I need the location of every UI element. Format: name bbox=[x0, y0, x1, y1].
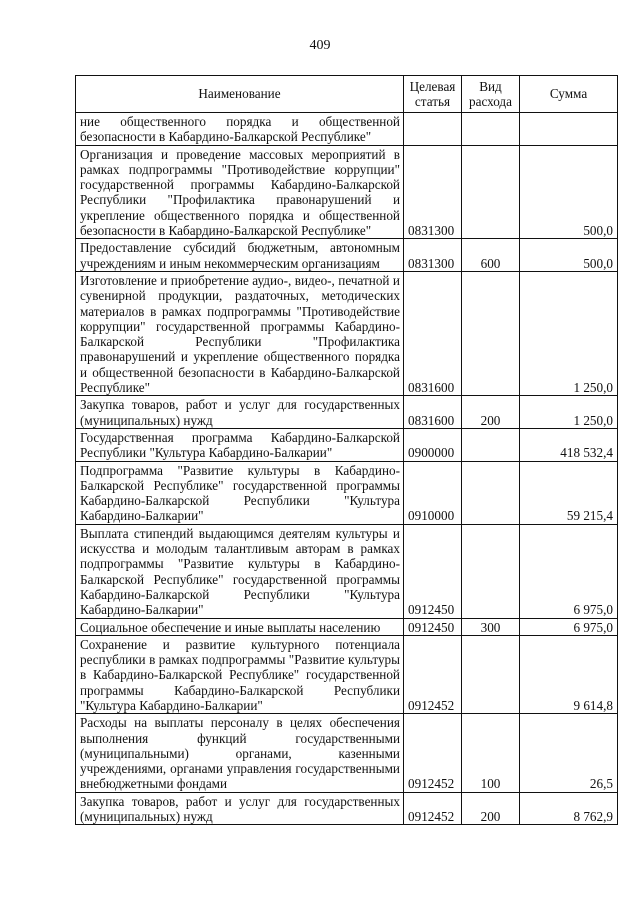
table-row bbox=[76, 635, 618, 713]
table-row bbox=[76, 524, 618, 618]
header-type: Вид расхода bbox=[462, 76, 520, 113]
header-article: Целевая статья bbox=[404, 76, 462, 113]
page-number: 409 bbox=[309, 38, 331, 53]
row-type bbox=[462, 271, 520, 395]
row-name: Закупка товаров, работ и услуг для государственных (муниципальных) нужд bbox=[76, 792, 404, 825]
row-sum: 1 250,0 bbox=[520, 271, 618, 395]
row-type: 200 bbox=[462, 792, 520, 825]
row-article: 0910000 bbox=[404, 461, 462, 524]
row-name: ние общественного порядка и общественной безопасности в Кабардино-Балкарской Республике" bbox=[76, 113, 404, 146]
row-sum: 6 975,0 bbox=[520, 524, 618, 618]
row-type bbox=[462, 145, 520, 239]
row-sum bbox=[520, 113, 618, 146]
table-row bbox=[76, 618, 618, 635]
table-row bbox=[76, 428, 618, 461]
row-type bbox=[462, 428, 520, 461]
row-article: 0831600 bbox=[404, 271, 462, 395]
table-row bbox=[76, 792, 618, 825]
table-row bbox=[76, 271, 618, 395]
table-row bbox=[76, 239, 618, 272]
row-name: Социальное обеспечение и иные выплаты населению bbox=[76, 618, 404, 635]
row-sum: 500,0 bbox=[520, 145, 618, 239]
row-type: 300 bbox=[462, 618, 520, 635]
budget-table bbox=[75, 75, 618, 825]
row-sum: 500,0 bbox=[520, 239, 618, 272]
row-type: 200 bbox=[462, 396, 520, 429]
row-article: 0912452 bbox=[404, 635, 462, 713]
row-name: Закупка товаров, работ и услуг для государственных (муниципальных) нужд bbox=[76, 396, 404, 429]
row-sum: 59 215,4 bbox=[520, 461, 618, 524]
row-article: 0912450 bbox=[404, 618, 462, 635]
header-name: Наименование bbox=[76, 76, 404, 113]
row-sum: 418 532,4 bbox=[520, 428, 618, 461]
row-article: 0912452 bbox=[404, 714, 462, 792]
row-sum: 26,5 bbox=[520, 714, 618, 792]
row-article: 0912450 bbox=[404, 524, 462, 618]
row-name: Сохранение и развитие культурного потенциала республики в рамках подпрограммы "Развитие культуры в Кабардино-Балкарской Республике" государственной программы Кабардино-Балкарской Республики "Культура Кабардино-Балкарии" bbox=[76, 635, 404, 713]
row-type bbox=[462, 524, 520, 618]
row-name: Расходы на выплаты персоналу в целях обеспечения выполнения функций государственными (муниципальными) органами, казенными учреждениями, органами управления государственными внебюджетными фондами bbox=[76, 714, 404, 792]
row-article: 0900000 bbox=[404, 428, 462, 461]
row-name: Предоставление субсидий бюджетным, автономным учреждениям и иным некоммерческим организациям bbox=[76, 239, 404, 272]
row-type bbox=[462, 461, 520, 524]
row-article bbox=[404, 113, 462, 146]
row-name: Выплата стипендий выдающимся деятелям культуры и искусства и молодым талантливым авторам в рамках подпрограммы "Развитие культуры в Кабардино-Балкарской Республике" государственной программы Кабардино-Балкарской Республики "Культура Кабардино-Балкарии" bbox=[76, 524, 404, 618]
row-type bbox=[462, 635, 520, 713]
row-name: Государственная программа Кабардино-Балкарской Республики "Культура Кабардино-Балкарии" bbox=[76, 428, 404, 461]
table-row bbox=[76, 113, 618, 146]
row-type: 600 bbox=[462, 239, 520, 272]
row-article: 0831600 bbox=[404, 396, 462, 429]
row-sum: 8 762,9 bbox=[520, 792, 618, 825]
header-sum: Сумма bbox=[520, 76, 618, 113]
row-name: Изготовление и приобретение аудио-, видео-, печатной и сувенирной продукции, раздаточных, методических материалов в рамках подпрограммы "Противодействие коррупции" государственной программы Кабардино-Балкарской Республики "Профилактика правонарушений и укрепление общественного порядка и общественной безопасности в Кабардино-Балкарской Республике" bbox=[76, 271, 404, 395]
row-type bbox=[462, 113, 520, 146]
table-row bbox=[76, 714, 618, 792]
row-name: Организация и проведение массовых мероприятий в рамках подпрограммы "Противодействие коррупции" государственной программы Кабардино-Балкарской Республики "Профилактика правонарушений и укрепление общественного порядка и общественной безопасности в Кабардино-Балкарской Республике" bbox=[76, 145, 404, 239]
table-row bbox=[76, 145, 618, 239]
row-name: Подпрограмма "Развитие культуры в Кабардино-Балкарской Республике" государственной программы Кабардино-Балкарской Республики "Культура Кабардино-Балкарии" bbox=[76, 461, 404, 524]
row-sum: 1 250,0 bbox=[520, 396, 618, 429]
row-sum: 9 614,8 bbox=[520, 635, 618, 713]
row-article: 0831300 bbox=[404, 239, 462, 272]
table-header-row bbox=[76, 76, 618, 113]
row-sum: 6 975,0 bbox=[520, 618, 618, 635]
row-article: 0831300 bbox=[404, 145, 462, 239]
row-type: 100 bbox=[462, 714, 520, 792]
row-article: 0912452 bbox=[404, 792, 462, 825]
table-row bbox=[76, 396, 618, 429]
table-row bbox=[76, 461, 618, 524]
